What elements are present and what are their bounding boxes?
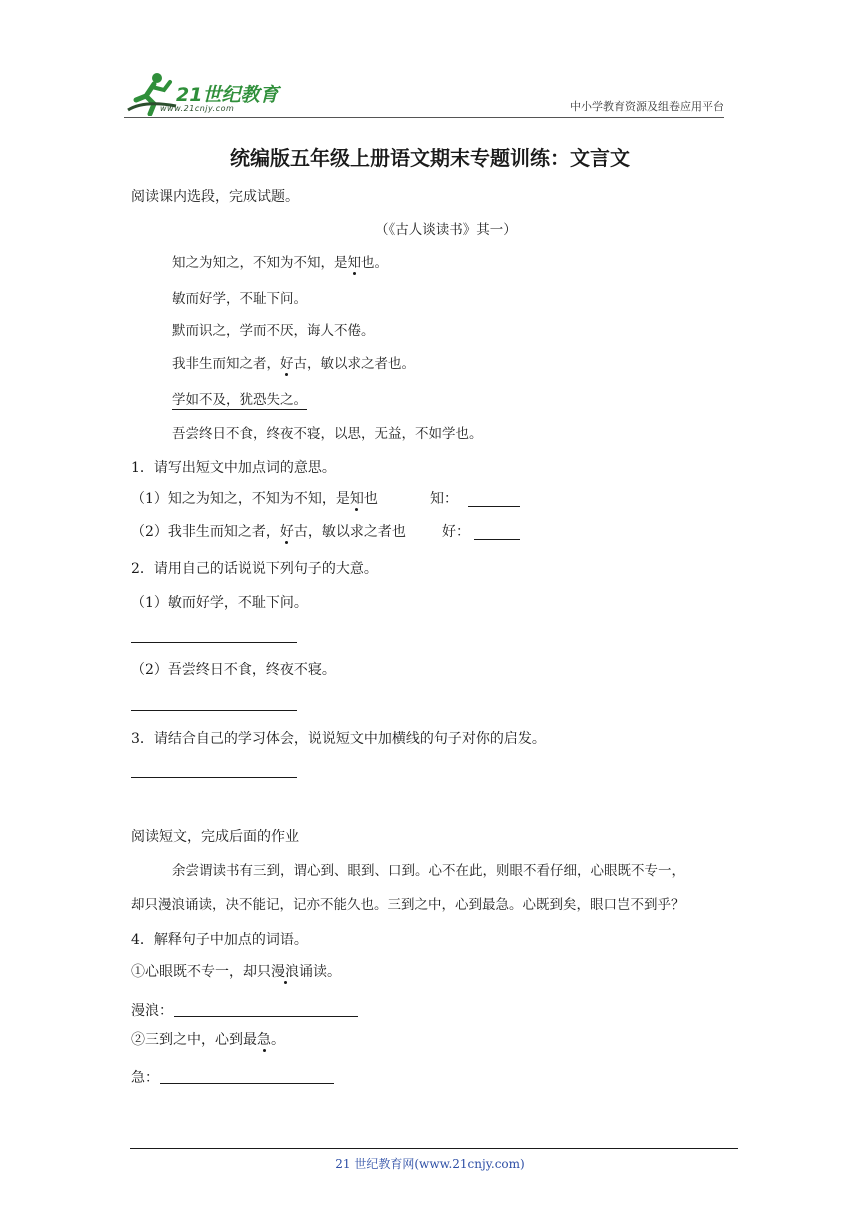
- passage-line: 却只漫浪诵读，决不能记，记亦不能久也。三到之中，心到最急。心既到矣，眼口岂不到乎？: [131, 897, 685, 913]
- question-4-item-2: ②三到之中，心到最急。: [131, 1032, 285, 1048]
- answer-blank[interactable]: [160, 1069, 334, 1084]
- passage-line: 我非生而知之者，好古，敏以求之者也。: [172, 356, 415, 372]
- answer-label: 漫浪：: [131, 1003, 173, 1019]
- logo-text: 21世纪教育: [176, 84, 279, 106]
- question-4: 4．解释句子中加点的词语。: [131, 932, 308, 948]
- answer-blank[interactable]: [174, 1002, 358, 1017]
- passage-line: 吾尝终日不食，终夜不寝，以思，无益，不如学也。: [172, 426, 483, 442]
- question-2-item-2: （2）吾尝终日不食，终夜不寝。: [131, 662, 336, 678]
- passage-line: 默而识之，学而不厌，诲人不倦。: [172, 323, 375, 339]
- question-1-item-2: （2）我非生而知之者，好古，敏以求之者也: [131, 524, 406, 540]
- section2-intro: 阅读短文，完成后面的作业: [131, 829, 299, 845]
- answer-blank[interactable]: [468, 492, 520, 507]
- page-title: 统编版五年级上册语文期末专题训练：文言文: [230, 146, 630, 170]
- header-rule: [124, 117, 724, 118]
- answer-line[interactable]: [131, 642, 297, 643]
- question-2-item-1: （1）敏而好学，不耻下问。: [131, 595, 308, 611]
- question-3: 3．请结合自己的学习体会，说说短文中加横线的句子对你的启发。: [131, 731, 546, 747]
- answer-line[interactable]: [131, 777, 297, 778]
- passage-line: 知之为知之，不知为不知，是知也。: [172, 255, 388, 271]
- question-1: 1．请写出短文中加点词的意思。: [131, 460, 336, 476]
- question-2: 2．请用自己的话说说下列句子的大意。: [131, 561, 378, 577]
- passage-line: 余尝谓读书有三到，谓心到、眼到、口到。心不在此，则眼不看仔细，心眼既不专一，: [172, 863, 685, 879]
- logo-url: www.21cnjy.com: [160, 104, 235, 113]
- passage-line-underlined: 学如不及，犹恐失之。: [172, 392, 307, 408]
- question-4-item-1: ①心眼既不专一，却只漫浪诵读。: [131, 964, 341, 980]
- answer-label: 知：: [430, 491, 458, 507]
- answer-label: 好：: [442, 524, 470, 540]
- answer-blank[interactable]: [474, 525, 520, 540]
- section1-intro: 阅读课内选段，完成试题。: [131, 189, 299, 205]
- answer-line[interactable]: [131, 710, 297, 711]
- answer-label: 急：: [131, 1070, 159, 1086]
- footer-rule: [130, 1148, 738, 1149]
- platform-name: 中小学教育资源及组卷应用平台: [570, 100, 724, 113]
- passage-line: 敏而好学，不耻下问。: [172, 291, 307, 307]
- passage-source: （《古人谈读书》其一）: [375, 222, 517, 238]
- question-1-item-1: （1）知之为知之，不知为不知，是知也: [131, 491, 378, 507]
- footer-text[interactable]: 21 世纪教育网(www.21cnjy.com): [335, 1157, 525, 1171]
